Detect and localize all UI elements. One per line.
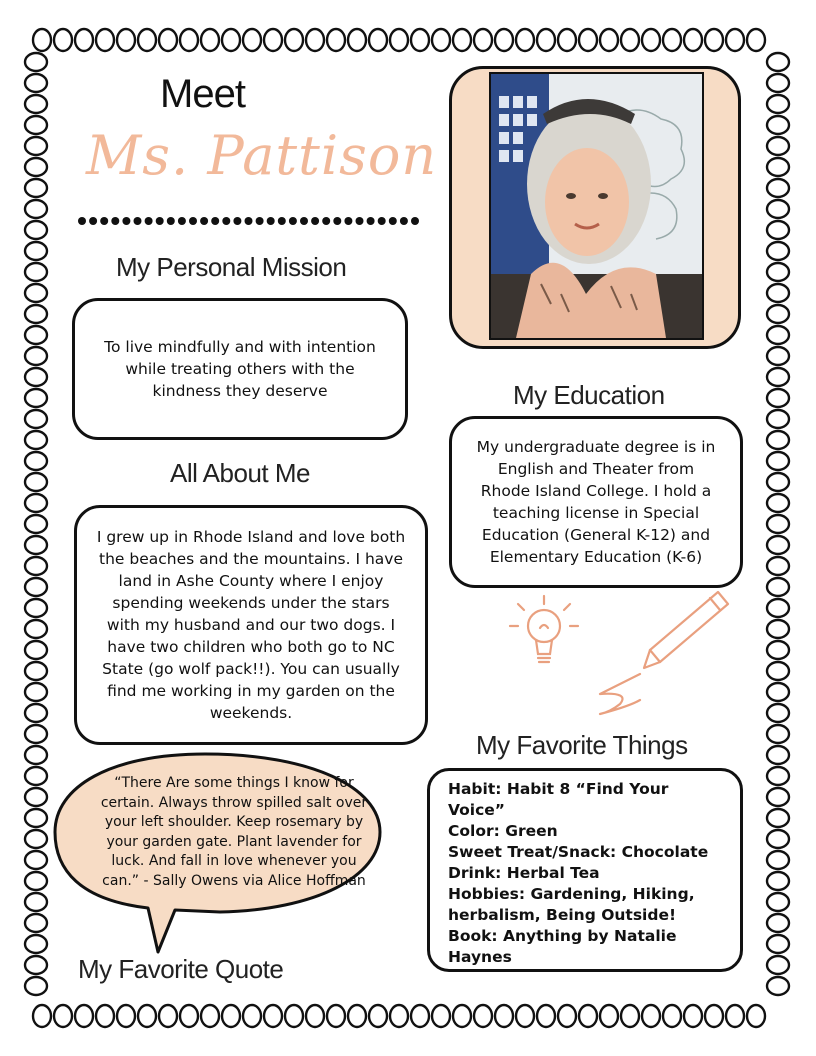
dotted-divider [76, 214, 426, 228]
education-heading: My Education [513, 380, 665, 410]
mission-text: To live mindfully and with intention while treating others with the kindness they deserve [104, 338, 376, 400]
favorite-hobbies: Hobbies: Gardening, Hiking, herbalism, Being Outside! [448, 885, 695, 924]
favorites-box [427, 768, 743, 972]
about-heading: All About Me [170, 458, 310, 488]
teacher-photo [489, 72, 704, 340]
favorite-book: Book: Anything by Natalie Haynes [448, 927, 677, 966]
title-meet: Meet [160, 72, 245, 116]
favorite-snack: Sweet Treat/Snack: Chocolate [448, 843, 709, 861]
decorative-doodles [500, 588, 740, 718]
favorite-drink: Drink: Herbal Tea [448, 864, 600, 882]
quote-text: “There Are some things I know for certain. Always throw spilled salt over your left shoulder. Keep rosemary by your garden gate. Plant lavender for luck. And fall in love whenever you can.” - Sally Owens via Alice Hoffman [100, 775, 368, 889]
teacher-name: Ms. Pattison [86, 124, 438, 187]
mission-heading: My Personal Mission [116, 252, 347, 282]
quote-heading: My Favorite Quote [78, 954, 284, 984]
favorite-habit: Habit: Habit 8 “Find Your Voice” [448, 780, 669, 819]
about-box [74, 505, 428, 745]
lightbulb-icon [510, 596, 578, 662]
favorite-color: Color: Green [448, 822, 558, 840]
education-box [449, 416, 743, 588]
favorites-heading: My Favorite Things [476, 730, 688, 760]
about-text: I grew up in Rhode Island and love both the beaches and the mountains. I have land in Ashe County where I enjoy spending weekends under the stars with my husband and our two dogs. I have two children who both go to NC State (go wolf pack!!). You can usually find me working in my garden on the weekends. [96, 528, 406, 722]
education-text: My undergraduate degree is in English and Theater from Rhode Island College. I hold a teaching license in Special Education (General K-12) and Elementary Education (K-6) [476, 438, 716, 566]
pencil-icon [600, 592, 728, 714]
mission-box [72, 298, 408, 440]
